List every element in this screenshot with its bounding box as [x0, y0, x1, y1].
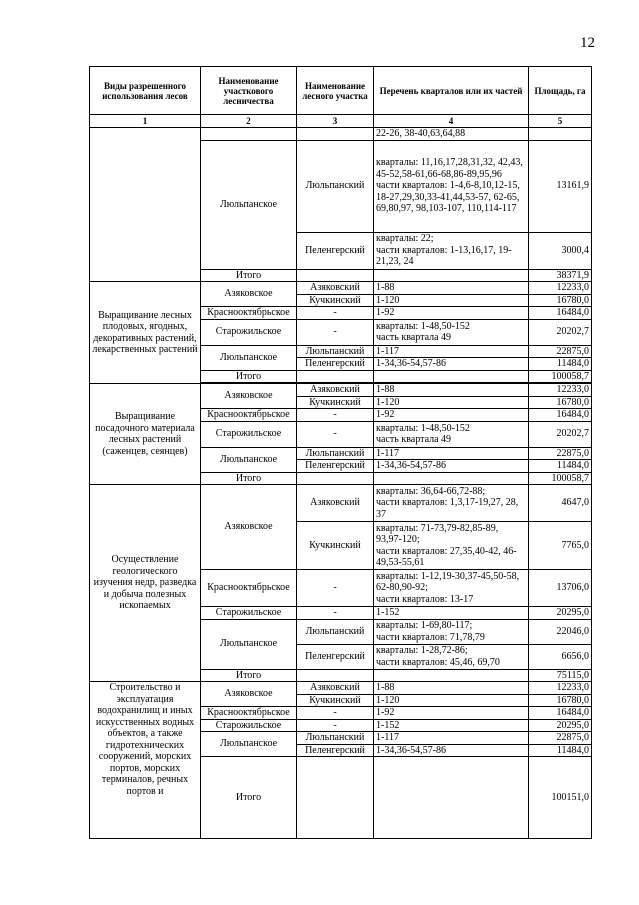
forestry-cell: Краснооктябрьское [201, 409, 297, 422]
quarters-cell: 1-92 [374, 707, 529, 720]
area-cell: 22875,0 [529, 732, 592, 745]
quarters-cell [374, 757, 529, 839]
use-type-cell: Строительство и эксплуатация водохранилищ и иных искусственных водных объектов, а также гидротехнических сооружений, морских портов, морских терминалов, речных портов и [90, 682, 201, 839]
site-cell: - [297, 307, 374, 320]
quarters-cell [374, 269, 529, 282]
total-area: 100151,0 [529, 757, 592, 839]
site-cell: Кучкинский [297, 294, 374, 307]
table-row [90, 682, 592, 695]
site-cell: Пеленгерский [297, 232, 374, 269]
quarters-cell: 1-117 [374, 732, 529, 745]
quarters-cell [374, 472, 529, 485]
table-row [90, 128, 592, 141]
use-type-cell [90, 128, 201, 282]
area-cell: 11484,0 [529, 744, 592, 757]
site-cell: Азяковский [297, 682, 374, 695]
quarters-cell: кварталы: 1-48,50-152 часть квартала 49 [374, 421, 529, 447]
quarters-cell: 1-88 [374, 384, 529, 397]
area-cell: 13706,0 [529, 570, 592, 607]
quarters-cell: кварталы: 1-28,72-86; части кварталов: 45,46, 69,70 [374, 644, 529, 669]
area-cell: 16780,0 [529, 694, 592, 707]
area-cell: 22875,0 [529, 447, 592, 460]
quarters-cell: 1-117 [374, 345, 529, 358]
quarters-cell: 1-88 [374, 682, 529, 695]
area-cell: 11484,0 [529, 358, 592, 371]
quarters-cell: кварталы: 1-48,50-152 часть квартала 49 [374, 319, 529, 345]
forestry-cell: Люльпанское [201, 619, 297, 669]
site-cell: - [297, 421, 374, 447]
quarters-cell: 1-88 [374, 282, 529, 295]
site-cell: Пеленгерский [297, 460, 374, 473]
site-cell: - [297, 409, 374, 422]
site-cell: - [297, 570, 374, 607]
area-cell: 16484,0 [529, 307, 592, 320]
forestry-cell: Старожильское [201, 421, 297, 447]
site-cell [297, 370, 374, 383]
use-type-cell: Выращивание посадочного материала лесных растений (саженцев, сеянцев) [90, 384, 201, 485]
quarters-cell: кварталы: 71-73,79-82,85-89, 93,97-120; части кварталов: 27,35,40-42, 46-49,53-55,61 [374, 522, 529, 570]
forestry-cell: Старожильское [201, 319, 297, 345]
total-label: Итого [201, 370, 297, 383]
quarters-cell: кварталы: 1-12,19-30,37-45,50-58, 62-80,90-92; части кварталов: 13-17 [374, 570, 529, 607]
forestry-cell: Краснооктябрьское [201, 570, 297, 607]
col-number: 1 [90, 115, 201, 128]
total-label: Итого [201, 669, 297, 682]
site-cell: Люльпанский [297, 619, 374, 644]
forestry-cell: Краснооктябрьское [201, 707, 297, 720]
site-cell: Кучкинский [297, 522, 374, 570]
site-cell [297, 757, 374, 839]
site-cell: Люльпанский [297, 447, 374, 460]
total-area: 100058,7 [529, 370, 592, 383]
total-area: 75115,0 [529, 669, 592, 682]
total-label: Итого [201, 472, 297, 485]
site-cell [297, 472, 374, 485]
forestry-cell: Азяковское [201, 282, 297, 307]
area-cell: 7765,0 [529, 522, 592, 570]
quarters-cell: 1-92 [374, 409, 529, 422]
forestry-cell: Азяковское [201, 384, 297, 409]
quarters-cell: кварталы: 36,64-66,72-88; части кварталов: 1,3,17-19,27, 28, 37 [374, 485, 529, 522]
header-use-type: Виды разрешенного использования лесов [90, 67, 201, 115]
site-cell: Люльпанский [297, 345, 374, 358]
quarters-cell: 1-117 [374, 447, 529, 460]
site-cell: Кучкинский [297, 694, 374, 707]
area-cell: 4647,0 [529, 485, 592, 522]
forestry-cell: Краснооктябрьское [201, 307, 297, 320]
header-forestry: Наименование участкового лесничества [201, 67, 297, 115]
forestry-cell: Старожильское [201, 719, 297, 732]
forestry-cell: Старожильское [201, 607, 297, 620]
area-cell: 12233,0 [529, 384, 592, 397]
area-cell: 11484,0 [529, 460, 592, 473]
header-site: Наименование лесного участка [297, 67, 374, 115]
area-cell: 13161,9 [529, 140, 592, 232]
header-quarters: Перечень кварталов или их частей [374, 67, 529, 115]
forestry-cell: Азяковское [201, 682, 297, 707]
quarters-cell: 1-120 [374, 396, 529, 409]
area-cell: 22046,0 [529, 619, 592, 644]
area-cell: 6656,0 [529, 644, 592, 669]
quarters-cell: кварталы: 22; части кварталов: 1-13,16,17, 19-21,23, 24 [374, 232, 529, 269]
site-cell: - [297, 607, 374, 620]
total-label: Итого [201, 757, 297, 839]
quarters-cell: 1-92 [374, 307, 529, 320]
col-number: 3 [297, 115, 374, 128]
site-cell: Кучкинский [297, 396, 374, 409]
area-cell: 20295,0 [529, 719, 592, 732]
site-cell: Пеленгерский [297, 744, 374, 757]
col-number: 4 [374, 115, 529, 128]
quarters-cell: 1-120 [374, 294, 529, 307]
forestry-cell: Люльпанское [201, 732, 297, 757]
site-cell: Азяковский [297, 282, 374, 295]
header-area: Площадь, га [529, 67, 592, 115]
site-cell [297, 128, 374, 141]
site-cell: - [297, 319, 374, 345]
table-row [90, 485, 592, 522]
area-cell: 12233,0 [529, 282, 592, 295]
total-label: Итого [201, 269, 297, 282]
table-row [90, 384, 592, 397]
area-cell: 20295,0 [529, 607, 592, 620]
col-number: 5 [529, 115, 592, 128]
quarters-cell: 1-152 [374, 607, 529, 620]
area-cell: 20202,7 [529, 421, 592, 447]
quarters-cell [374, 370, 529, 383]
page-number: 12 [580, 35, 595, 51]
forest-use-table [89, 66, 592, 839]
site-cell: Пеленгерский [297, 644, 374, 669]
area-cell: 16484,0 [529, 707, 592, 720]
area-cell: 16484,0 [529, 409, 592, 422]
area-cell: 16780,0 [529, 294, 592, 307]
quarters-cell: 1-34,36-54,57-86 [374, 358, 529, 371]
forestry-cell: Люльпанское [201, 447, 297, 472]
quarters-cell: кварталы: 11,16,17,28,31,32, 42,43, 45-52,58-61,66-68,86-89,95,96 части кварталов: 1-4,6-8,10,12-15, 18-27,29,30,33-41,44,53-57, 62-65, 69,80,97, 98,103-107, 110,114-117 [374, 140, 529, 232]
site-cell: Азяковский [297, 485, 374, 522]
quarters-cell: 1-152 [374, 719, 529, 732]
forestry-cell: Люльпанское [201, 345, 297, 370]
col-number: 2 [201, 115, 297, 128]
forestry-cell: Люльпанское [201, 140, 297, 269]
use-type-cell: Осуществление геологического изучения недр, разведка и добыча полезных ископаемых [90, 485, 201, 682]
quarters-cell: 22-26, 38-40,63,64,88 [374, 128, 529, 141]
area-cell: 12233,0 [529, 682, 592, 695]
column-number-row [90, 115, 592, 128]
area-cell: 16780,0 [529, 396, 592, 409]
area-cell: 20202,7 [529, 319, 592, 345]
use-type-cell: Выращивание лесных плодовых, ягодных, декоративных растений, лекарственных растений [90, 282, 201, 384]
quarters-cell: 1-34,36-54,57-86 [374, 744, 529, 757]
header-row [90, 67, 592, 115]
site-cell: Люльпанский [297, 732, 374, 745]
site-cell [297, 669, 374, 682]
area-cell: 3000,4 [529, 232, 592, 269]
site-cell: Пеленгерский [297, 358, 374, 371]
site-cell: - [297, 719, 374, 732]
quarters-cell [374, 669, 529, 682]
site-cell: - [297, 707, 374, 720]
quarters-cell: 1-34,36-54,57-86 [374, 460, 529, 473]
quarters-cell: кварталы: 1-69,80-117; части кварталов: 71,78,79 [374, 619, 529, 644]
site-cell [297, 269, 374, 282]
area-cell [529, 128, 592, 141]
area-cell: 22875,0 [529, 345, 592, 358]
quarters-cell: 1-120 [374, 694, 529, 707]
total-area: 38371,9 [529, 269, 592, 282]
site-cell: Азяковский [297, 384, 374, 397]
forestry-cell [201, 128, 297, 141]
table-row [90, 282, 592, 295]
total-area: 100058,7 [529, 472, 592, 485]
site-cell: Люльпанский [297, 140, 374, 232]
forestry-cell: Азяковское [201, 485, 297, 570]
